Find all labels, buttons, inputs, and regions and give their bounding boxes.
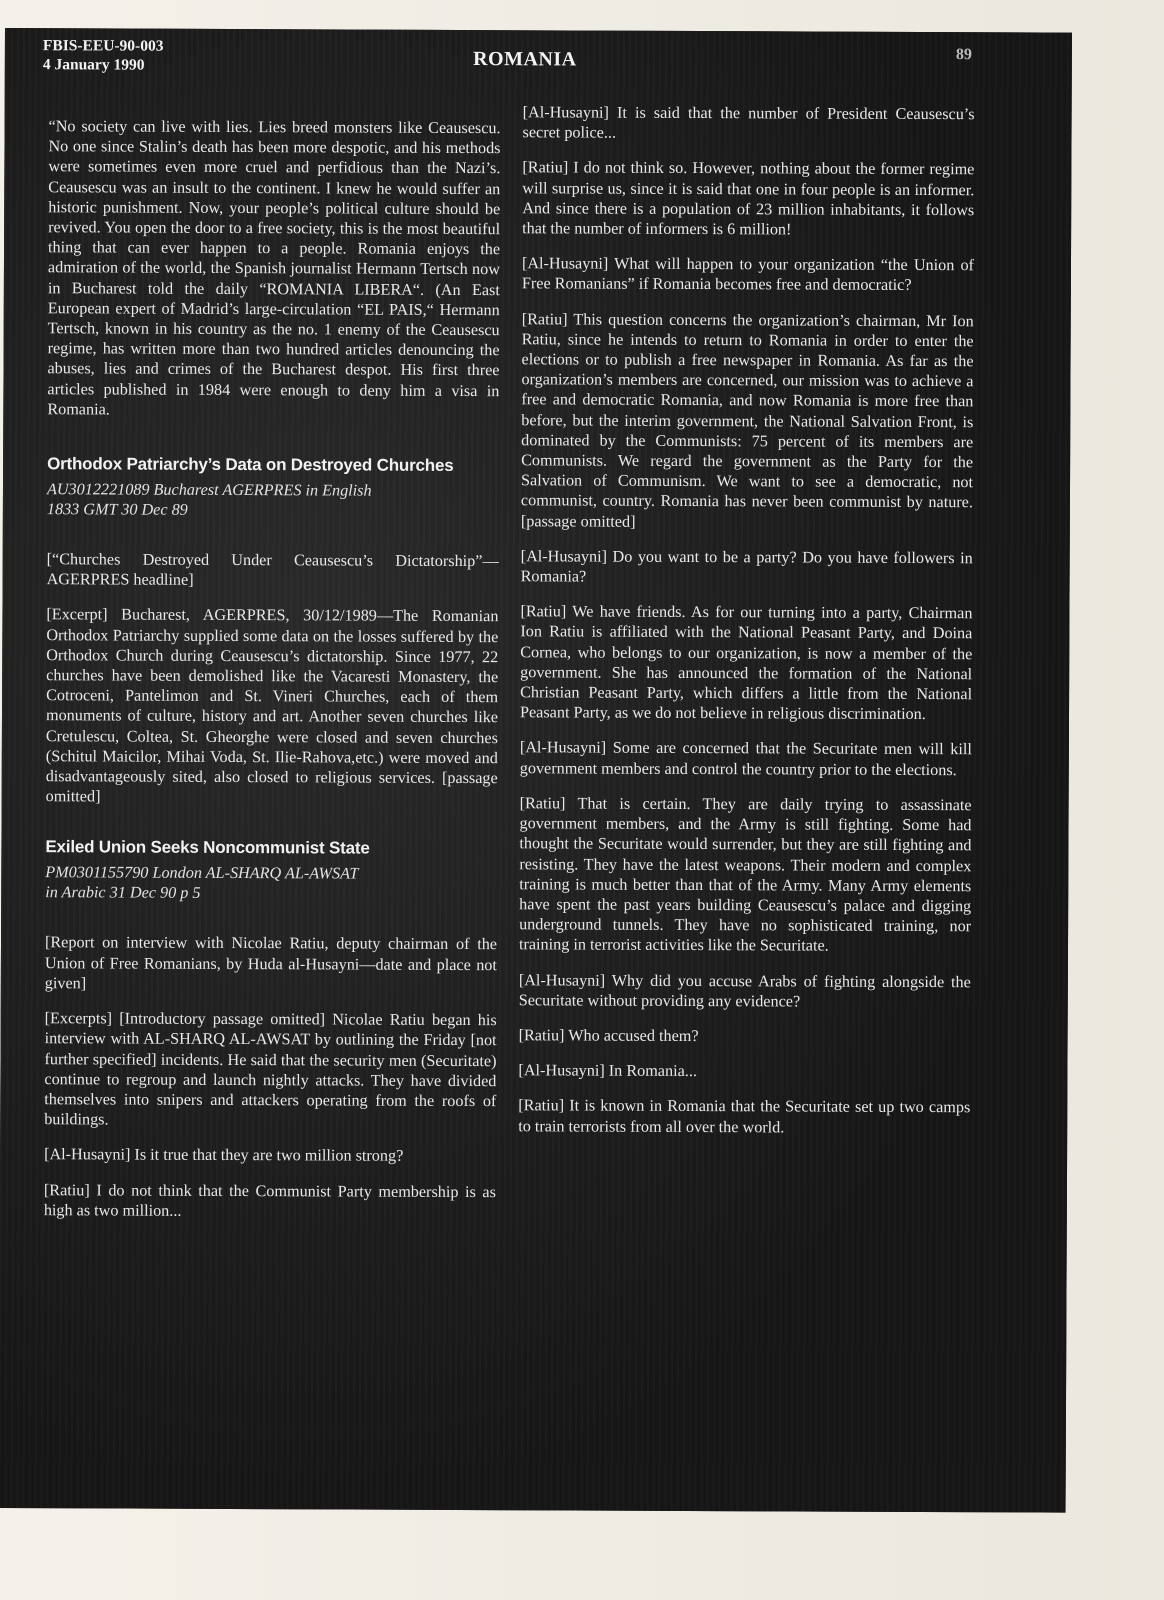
article-paragraph: [Al-Husayni] Is it true that they are two million strong? <box>44 1145 404 1166</box>
article-paragraph: [Report on interview with Nicolae Ratiu, deputy chairman of the Union of Free Romanians, by Huda al-Husayni—date and place not given] <box>44 933 498 993</box>
dateline-line: AU3012221089 Bucharest AGERPRES in English <box>46 480 372 500</box>
article-paragraph: [Ratiu] I do not think that the Communist Party membership is as high as two million... <box>43 1180 496 1220</box>
article-headline-exiled-union: Exiled Union Seeks Noncommunist State <box>45 837 370 859</box>
left-column <box>44 116 501 1237</box>
article-paragraph: [Excerpts] [Introductory passage omitted] Nicolae Ratiu began his interview with AL-SHARQ AL-AWSAT by outlining the Friday [not further specified] incidents. He said that the security men (Securitate) continue to regroup and launch nightly attacks. They have divided themselves into snipers and attackers operating from the roofs of buildings. <box>44 1009 497 1129</box>
dateline-line: in Arabic 31 Dec 90 p 5 <box>45 883 201 903</box>
interview-paragraph: [Al-Husayni] In Romania... <box>518 1061 697 1081</box>
interview-paragraph: [Ratiu] Who accused them? <box>518 1026 699 1045</box>
scanned-page <box>0 28 1072 1513</box>
dateline-line: 1833 GMT 30 Dec 89 <box>46 500 188 519</box>
article-paragraph: [Excerpt] Bucharest, AGERPRES, 30/12/1989—The Romanian Orthodox Patriarchy supplied some data on the losses suffered by the Orthodox Church during Ceausescu’s dictatorship. Since 1977, 22 churches have been demolished like the Vacaresti Monastery, the Cotroceni, Pantelimon and St. Vineri Churches, each of them monuments of culture, history and art. Another seven churches like Cretulescu, Coltea, St. Gheorghe were closed and seven churches (Schitul Maicilor, Mihai Voda, St. Ilie-Rahova,etc.) were moved and disadvantageously sited, also closed to religious services. [passage omitted] <box>45 605 499 806</box>
article-dateline-churches <box>47 479 499 521</box>
interview-paragraph: [Ratiu] This question concerns the organization’s chairman, Mr Ion Ratiu, since he intends to return to Romania in order to enter the elections or to publish a free newspaper in Romania. As far as the organization’s members are concerned, our mission was to achieve a free and democratic Romania, and now Romania is more free than before, but the interim government, the National Salvation Front, is dominated by the Communists: 75 percent of its members are Communists. We regard the government as the Party for the Salvation of Communism. We want to see a democratic, not communist, country. Romania has never been communist by nature. [passage omitted] <box>520 309 974 531</box>
document-date: 4 January 1990 <box>42 56 145 74</box>
interview-paragraph: [Ratiu] I do not think so. However, nothing about the former regime will surprise us, since it is said that one in four people is an informer. And since there is a population of 23 million inhabitants, it follows that the number of informers is 6 million! <box>522 158 975 239</box>
dateline-line: PM0301155790 London AL-SHARQ AL-AWSAT <box>45 863 359 884</box>
interview-paragraph: [Al-Husayni] What will happen to your organization “the Union of Free Romanians” if Romania becomes free and democratic? <box>521 254 975 295</box>
interview-paragraph: [Ratiu] That is certain. They are daily trying to assassinate government members, and the Army is still fighting. Some had thought the Securitate would surrender, but they are still fighting and resisting. They have the latest weapons. Their modern and complex training is much better than that of the Army. Many Army elements have spent the past years building Ceausescu’s palace and digging underground tunnels. They have no sophisticated training, nor training in terrorist activities like the Securitate. <box>518 794 972 955</box>
article-dateline-exiled-union <box>45 863 497 905</box>
lead-paragraph: “No society can live with lies. Lies breed monsters like Ceausescu. No one since Stalin’s death has been more despotic, and his methods were sometimes even more cruel and perfidious than the Nazi’s. Ceausescu was an insult to the continent. I knew he would suffer an historic punishment. Now, your people’s political culture should be revived. You open the door to a free society, this is the most beautiful thing that can ever happen to a people. Romania enjoys the admiration of the world, the Spanish journalist Hermann Tertsch now in Bucharest told the daily “ROMANIA LIBERA“. (An East European expert of Madrid’s large-circulation “EL PAIS,“ Hermann Tertsch, known in his country as the no. 1 enemy of the Ceausescu regime, has written more than two hundred articles denouncing the abuses, lies and crimes of the Bucharest despot. His first three articles published in 1984 were enough to deny him a visa in Romania. <box>47 117 501 419</box>
article-paragraph: [“Churches Destroyed Under Ceausescu’s Dictatorship”—AGERPRES headline] <box>46 550 499 590</box>
interview-paragraph: [Al-Husayni] Do you want to be a party? Do you have followers in Romania? <box>520 547 973 586</box>
section-title: ROMANIA <box>473 48 577 71</box>
article-headline-churches: Orthodox Patriarchy’s Data on Destroyed Churches <box>47 454 454 476</box>
interview-paragraph: [Al-Husayni] Some are concerned that the Securitate men will kill government members and control the country prior to the elections. <box>519 738 972 779</box>
interview-paragraph: [Ratiu] We have friends. As for our turning into a party, Chairman Ion Ratiu is affiliated with the National Peasant Party, and Doina Cornea, who belongs to our organization, is now a member of the government. She has announced the formation of the National Christian Peasant Party, which differs a little from the National Peasant Party, as we do not believe in religious discrimination. <box>519 602 973 724</box>
page-number: 89 <box>955 46 972 64</box>
interview-paragraph: [Al-Husayni] Why did you accuse Arabs of fighting alongside the Securitate without providing any evidence? <box>518 970 971 1011</box>
interview-paragraph: [Ratiu] It is known in Romania that the Securitate set up two camps to train terrorists from all over the world. <box>518 1096 971 1136</box>
document-id: FBIS-EEU-90-003 <box>42 37 164 55</box>
right-column <box>518 102 975 1153</box>
interview-paragraph: [Al-Husayni] It is said that the number of President Ceausescu’s secret police... <box>522 103 975 142</box>
